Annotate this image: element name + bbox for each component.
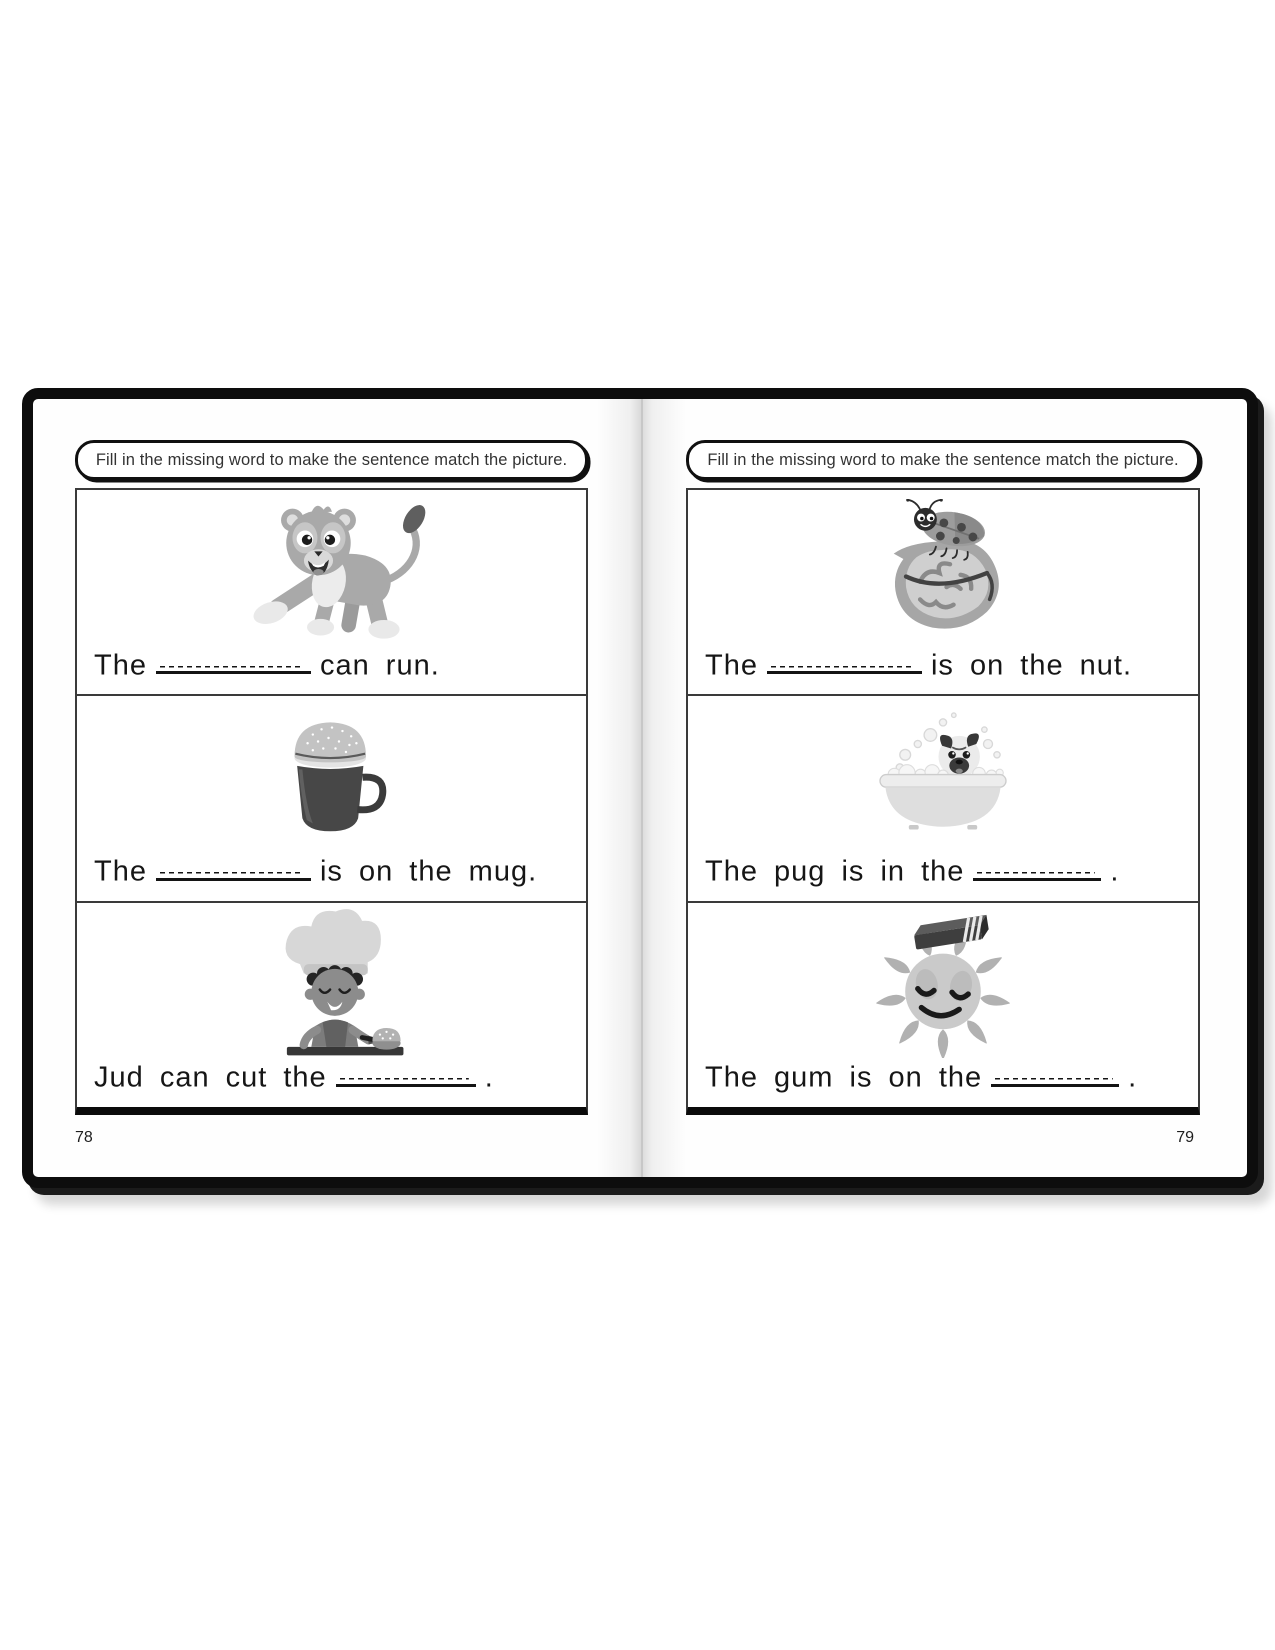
exercise-sentence [94,1059,494,1095]
pug-in-tub-illustration [688,700,1198,850]
sentence-before: The pug is in the [705,855,965,888]
exercise-row [77,694,586,900]
exercise-box-left [75,488,588,1115]
sentence-after: . [1110,855,1120,888]
workbook-spread [22,388,1258,1188]
answer-blank [156,853,311,881]
sun-with-gum-illustration [688,907,1198,1057]
answer-blank [336,1059,476,1087]
page-right [686,399,1200,1177]
answer-blank [991,1059,1119,1087]
ladybug-on-nut-illustration [688,494,1198,644]
book-spine [596,399,686,1177]
exercise-box-right [686,488,1200,1115]
exercise-row [77,490,586,694]
answer-blank [156,647,311,675]
instruction-text: Fill in the missing word to make the sentence match the picture. [95,450,568,469]
sentence-before: The [94,855,147,888]
sentence-after: . [1128,1061,1138,1094]
sentence-after: is on the nut. [930,649,1133,682]
exercise-row [688,490,1198,694]
answer-blank [767,647,922,675]
exercise-sentence [705,1059,1137,1095]
sentence-after: is on the mug. [319,855,538,888]
exercise-row [688,901,1198,1107]
instruction-banner [686,440,1200,480]
answer-blank [973,853,1101,881]
page-number: 79 [1176,1129,1194,1146]
lion-cub-illustration [77,494,586,644]
instruction-text: Fill in the missing word to make the sentence match the picture. [707,450,1179,469]
exercise-sentence [705,647,1132,683]
page-left [75,399,588,1177]
instruction-banner [75,440,588,480]
sentence-after: can run. [319,649,440,682]
sentence-after: . [484,1061,494,1094]
sentence-before: The gum is on the [705,1061,983,1094]
sentence-before: The [94,649,147,682]
exercise-sentence [705,853,1119,889]
exercise-sentence [94,647,440,683]
exercise-row [77,901,586,1107]
page-number: 78 [75,1129,93,1146]
sentence-before: Jud can cut the [94,1061,327,1094]
chef-cutting-bun-illustration [77,907,586,1057]
sentence-before: The [705,649,758,682]
bun-on-mug-illustration [77,700,586,850]
exercise-sentence [94,853,537,889]
exercise-row [688,694,1198,900]
